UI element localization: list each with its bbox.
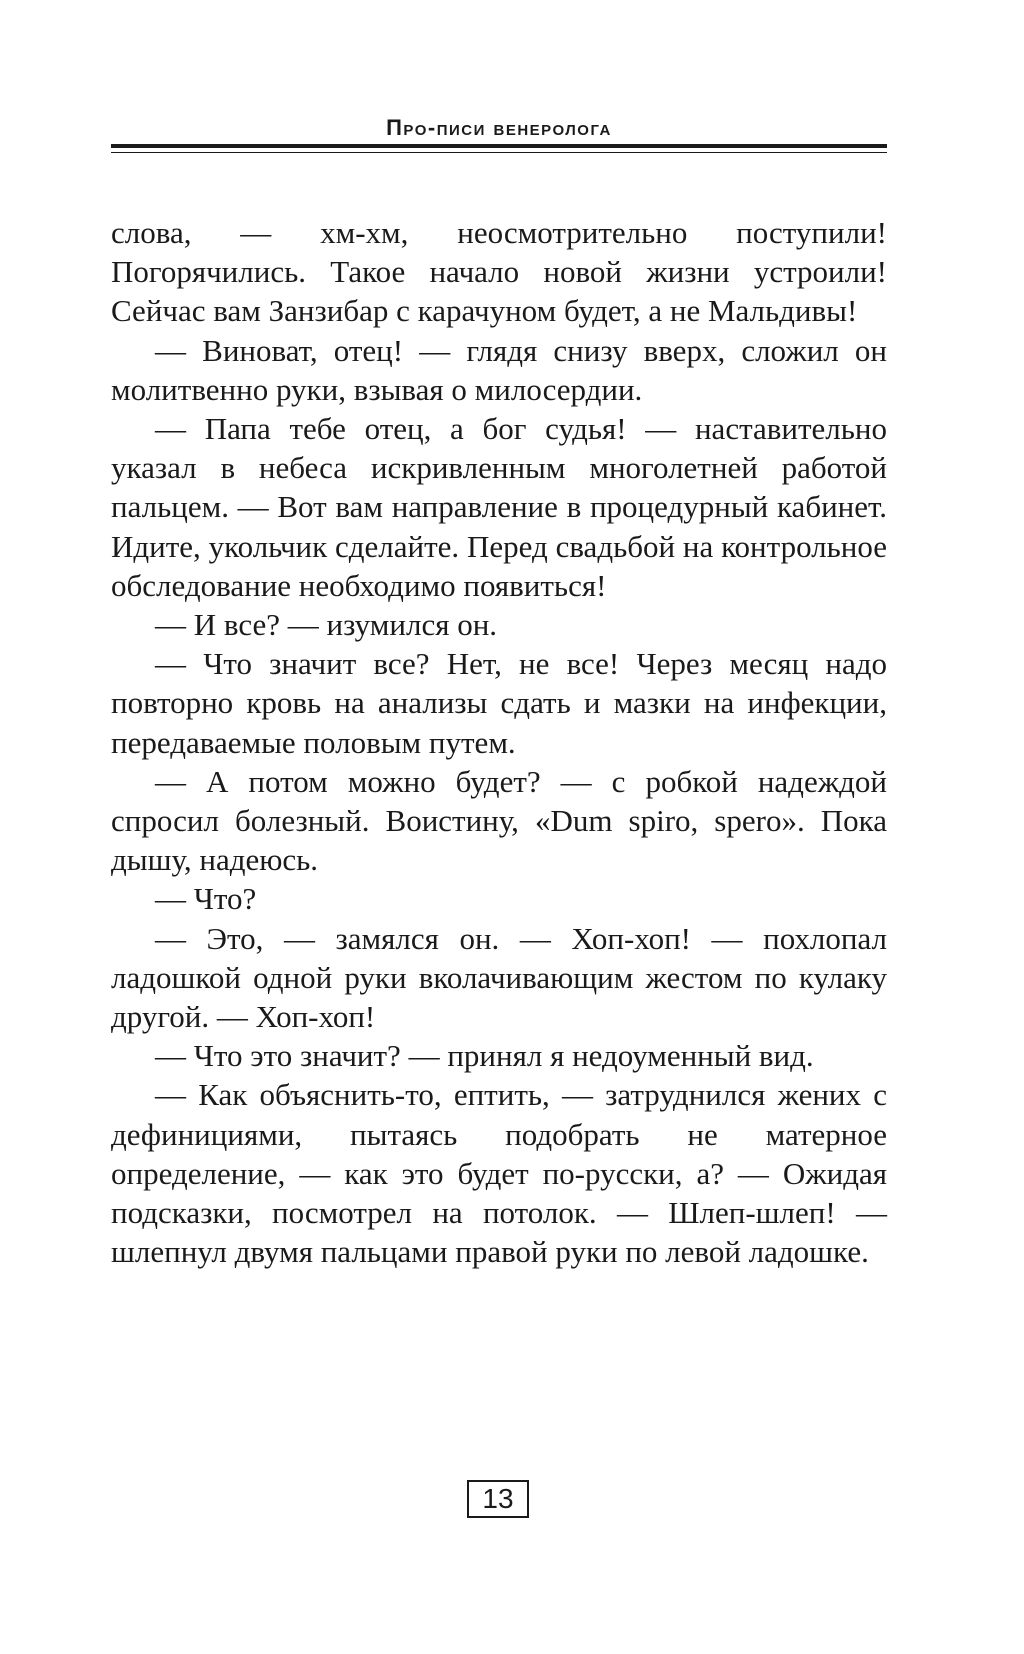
paragraph: — Как объяснить-то, ептить, — затруднился жених с дефинициями, пытаясь подобрать не матерное определение, — как это будет по-русски, а? — Ожидая подсказки, посмотрел на потолок. — Шлеп-шлеп! — шлепнул двумя пальцами правой руки по левой ладошке. (111, 1077, 887, 1270)
book-page (111, 0, 887, 1654)
page-number: 13 (467, 1480, 529, 1518)
paragraph: слова, — хм-хм, неосмотрительно поступили! Погорячились. Такое начало новой жизни устроили! Сейчас вам Занзибар с карачуном будет, а не Мальдивы! (111, 215, 887, 329)
paragraph: — Папа тебе отец, а бог судья! — наставительно указал в небеса искривленным многолетней работой пальцем. — Вот вам направление в процедурный кабинет. Идите, укольчик сделайте. Перед свадьбой на контрольное обследование необходимо появиться! (111, 411, 887, 603)
paragraph: — Виноват, отец! — глядя снизу вверх, сложил он молитвенно руки, взывая о милосердии. (111, 332, 887, 407)
paragraph: — Это, — замялся он. — Хоп-хоп! — похлопал ладошкой одной руки вколачивающим жестом по кулаку другой. — Хоп-хоп! (111, 920, 887, 1035)
paragraph: — Что? (155, 881, 257, 917)
header-rule-thin (111, 152, 887, 153)
running-title: Про-писи венеролога (386, 115, 612, 140)
header-rule-thick (111, 144, 887, 148)
paragraph: — А потом можно будет? — с робкой надеждой спросил болезный. Воистину, «Dum spiro, spero». Пока дышу, надеюсь. (111, 763, 887, 878)
paragraph: — Что значит все? Нет, не все! Через месяц надо повторно кровь на анализы сдать и мазки на инфекции, передаваемые половым путем. (111, 646, 887, 760)
body-text (111, 213, 887, 1271)
paragraph: — И все? — изумился он. (155, 607, 498, 643)
paragraph: — Что это значит? — принял я недоуменный вид. (155, 1038, 814, 1074)
